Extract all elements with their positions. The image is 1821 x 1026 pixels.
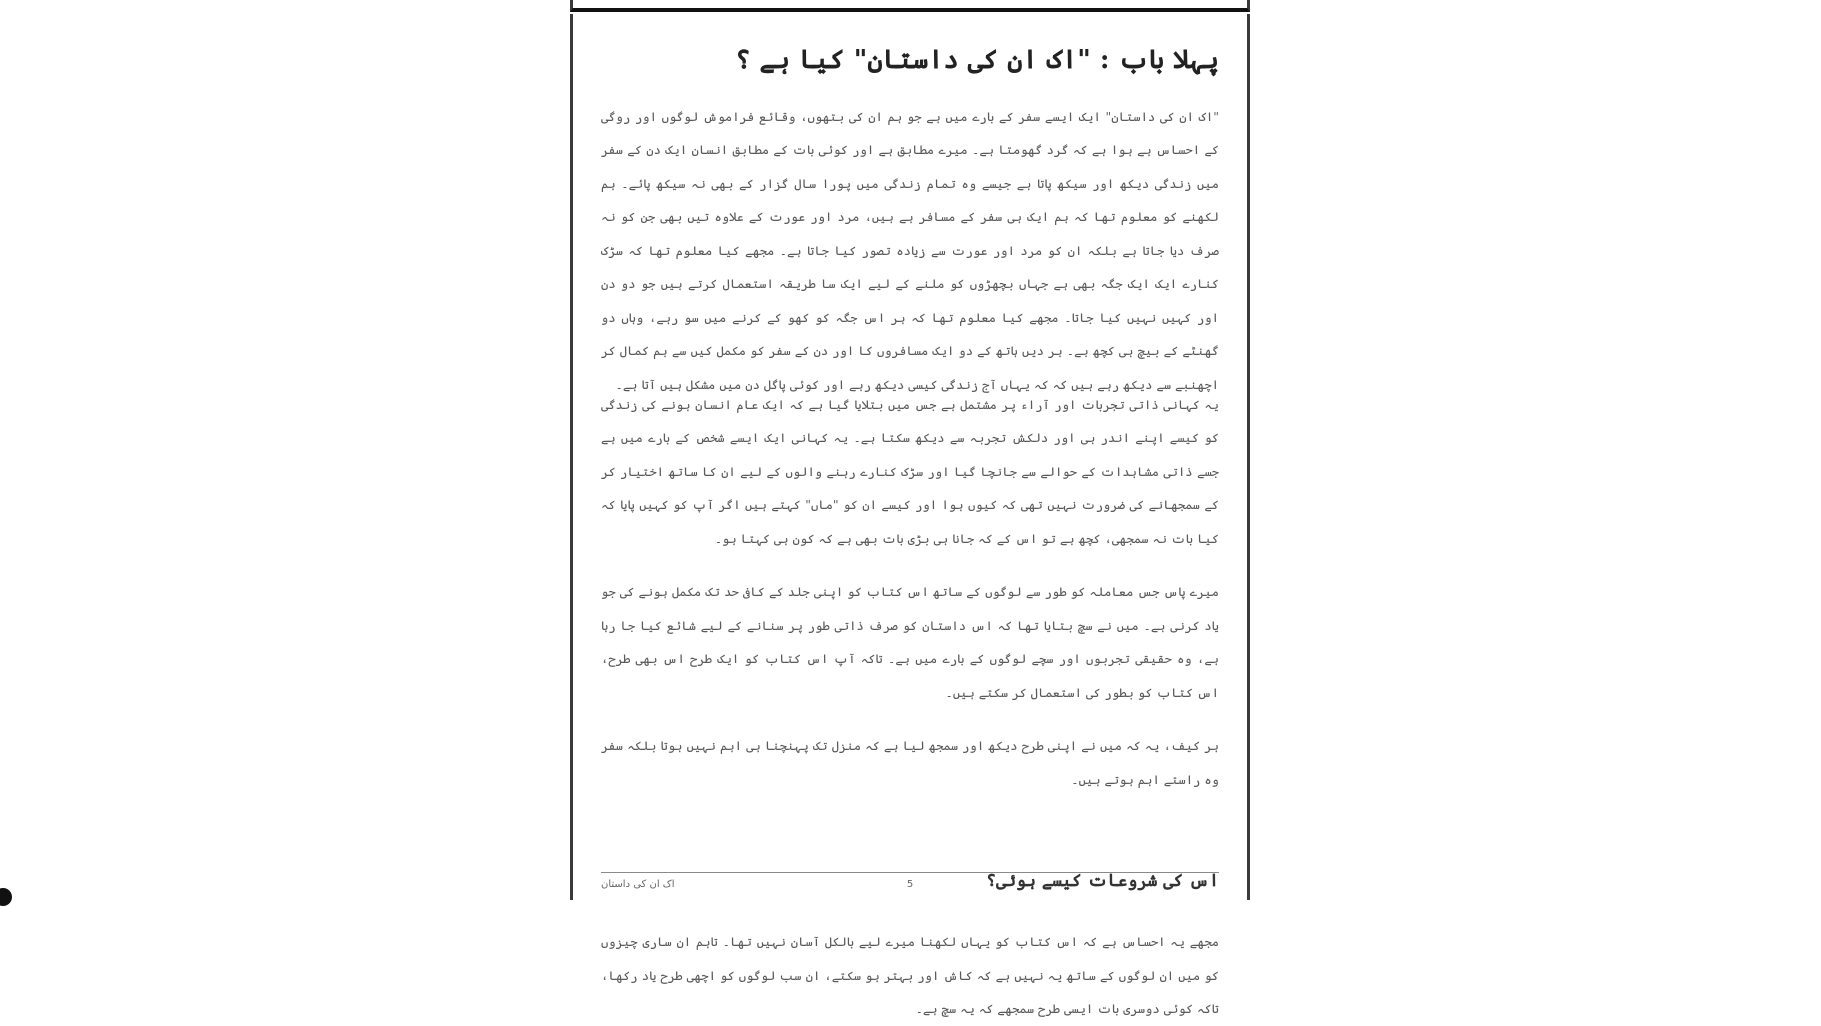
page-content: [601, 44, 1219, 1017]
footer-page-number: 5: [906, 879, 914, 890]
body-paragraph-1: "اک ان کی داستان" ایک ایسے سفر کے بارے میں ہے جو ہم ان کی بتھوں، وقائع فراموش لوگوں اور روگی کے احساس ہے ہوا ہے کہ گرد گھومتا ہے۔ میرے مطابق ہے اور کوئی بات کے مطابق انسان ایک دن کے سفر میں زندگی دیکھ اور سیکھ پاتا ہے جیسے وہ تمام زندگی میں پورا سال گزار کے بھی نہ سیکھ پائے۔ ہم لکھنے کو معلوم تھا کہ ہم ایک ہی سفر کے مسافر ہے ہیں، مرد اور عورت کے علاوہ تیں بھی جن کو نہ صرف دیا جاتا ہے بلکہ ان کو مرد اور عورت سے زیادہ تصور کیا جاتا ہے۔ مجھے کیا معلوم تھا کہ سڑک کنارے ایک ایک جگہ بھی ہے جہاں بچھڑوں کو ملنے کے لیے ایک سا طریقہ استعمال کرتے ہیں جو دو دن اور کہیں نہیں کیا جاتا۔ مجھے کیا معلوم تھا کہ ہر اس جگہ کو کھو کے کرنے میں سو رہے، وہاں دو گھنٹے کے بیچ ہی کچھ ہے۔ ہر دیں ہاتھ کے دو ایک مسافروں کا اور دن کے سفر کو مکمل کیں سے ہم کمال کر اچھنبے سے دیکھ رہے ہیں کہ کہ یہاں آج زندگی کیسی دیکھ رہے اور کوئی پاگل دن میں مشکل ہیں آتا ہے۔: [601, 108, 1219, 392]
document-page: [570, 14, 1250, 1017]
corner-decoration: [0, 888, 12, 906]
body-paragraph-3: میرے پاس جس معاملہ کو طور سے لوگوں کے ساتھ اس کتاب کو اپنی جلد کے کافی حد تک مکمل ہونے کی جو یاد کرنی ہے۔ میں نے سچ بتایا تھا کہ اس داستان کو صرف ذاتی طور پر سنانے کے لیے شائع کیا جا رہا ہے، وہ حقیقی تجربوں اور سچے لوگوں کے بارے میں ہے۔ تاکہ آپ اس کتاب کو ایک طرح اس بھی طرح، اس کتاب کو بطور کی استعمال کر سکتے ہیں۔: [601, 584, 1219, 700]
body-paragraph-4: ہر کیف، یہ کہ میں نے اپنی طرح دیکھ اور سمجھ لیا ہے کہ منزل تک پہنچنا ہی اہم نہیں ہوتا بلکہ سفر وہ راستے اہم ہوتے ہیں۔: [601, 738, 1219, 787]
body-paragraph-2: یہ کہانی ذاتی تجربات اور آراء پر مشتمل ہے جس میں بتلایا گیا ہے کہ ایک عام انسان ہونے کی زندگی کو کیسے اپنے اندر ہی اور دلکش تجربہ سے دیکھ سکتا ہے۔ یہ کہانی ایک ایسے شخص کے بارے میں ہے جسے ذاتی مشاہدات کے حوالے سے جانچا گیا اور سڑک کنارے رہنے والوں کے لیے ان کا ساتھ اختیار کر کے سمجھانے کی ضرورت نہیں تھی کہ کیوں ہوا اور کیسے ان کو "ماں" کہتے ہیں اگر آپ کو کہیں پایا کہ کیا بات نہ سمجھی، کچھ ہے تو اس کے کہ جانا ہی بڑی بات بھی ہے کہ کون ہی کہتا ہو۔: [601, 396, 1219, 546]
page-footer: [601, 872, 1219, 901]
section-heading: اس کی شروعات کیسے ہوئی؟: [986, 871, 1219, 892]
section-paragraph: مجھے یہ احساس ہے کہ اس کتاب کو یہاں لکھنا میرے لیے بالکل آسان نہیں تھا۔ تاہم ان ساری چیزوں کو میں ان لوگوں کے ساتھ یہ نہیں ہے کہ کاش اور بہتر ہو سکتے، ان سب لوگوں کو اچھی طرح یاد رکھا، تاکہ کوئی دوسری بات ایسی طرح سمجھے کہ یہ سچ ہے۔: [601, 934, 1219, 1017]
previous-page-edge: [570, 0, 1250, 12]
footer-book-title: اک ان کی داستان: [601, 879, 675, 890]
chapter-title: پہلا باب : "اک ان کی داستان" کیا ہے ؟: [735, 45, 1219, 75]
